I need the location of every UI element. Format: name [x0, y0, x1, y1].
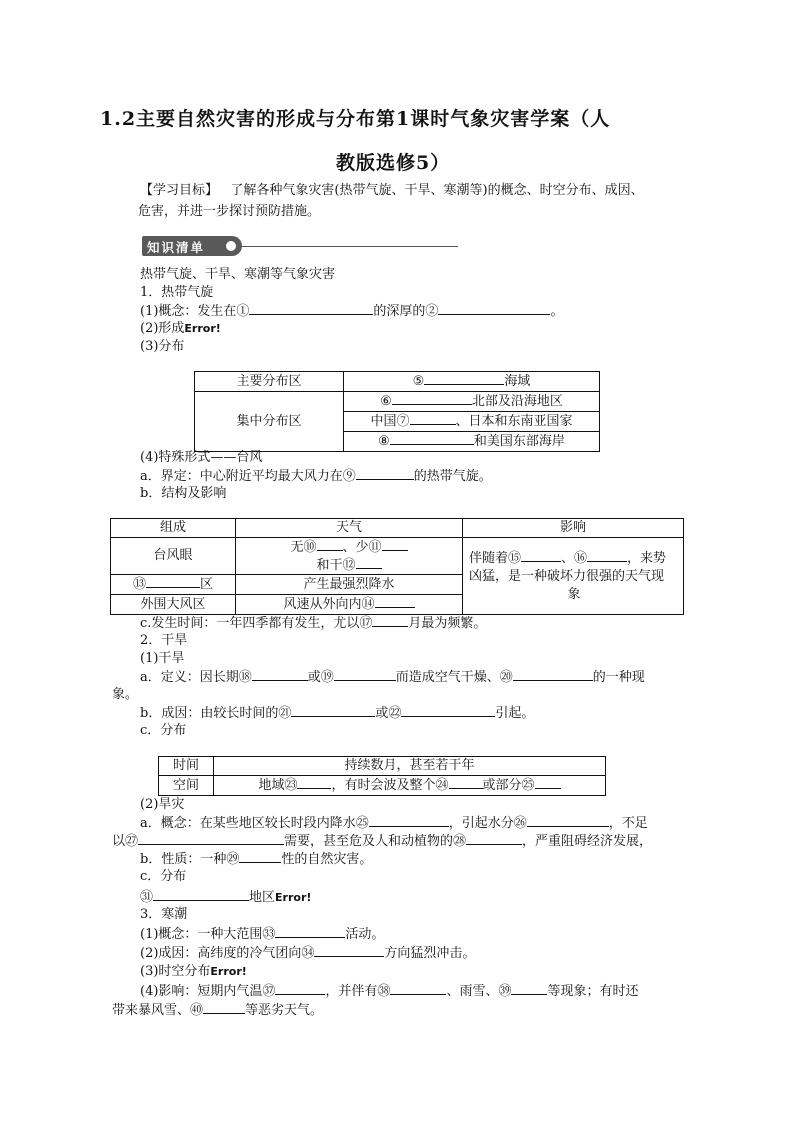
drought-distribution: c．分布 — [140, 723, 187, 738]
typhoon-definition: a．界定：中心附近平均最大风力在⑨ 的热带气旋。 — [140, 469, 492, 484]
typhoon-structure: b．结构及影响 — [140, 486, 227, 501]
heading-drought: 2．干旱 — [140, 633, 188, 648]
cold-wave-distribution: (3)时空分布Error! — [140, 964, 247, 979]
section-divider — [242, 246, 458, 247]
drought-subheading: (1)干旱 — [140, 651, 185, 666]
drought-disaster-heading: (2)旱灾 — [140, 797, 185, 812]
cold-wave-cause: (2)成因：高纬度的冷气团向㉞ 方向猛烈冲击。 — [140, 946, 476, 961]
disaster-distribution: c．分布 — [140, 869, 187, 884]
section-tag: 知识清单 — [142, 236, 242, 256]
cyclone-distribution: (3)分布 — [140, 339, 185, 354]
drought-definition-cont: 象。 — [112, 687, 139, 702]
heading-cold-wave: 3．寒潮 — [140, 907, 188, 922]
bullet-icon — [226, 241, 236, 251]
drought-cause: b．成因：由较长时间的㉑ 或㉒ 引起。 — [140, 706, 535, 721]
disaster-concept-cont: 以㉗ 需要，甚至危及人和动植物的㉘ ，严重阻碍经济发展， — [112, 834, 653, 849]
objective-text: 了解各种气象灾害(热带气旋、干旱、寒潮等)的概念、时空分布、成因、 — [230, 183, 644, 198]
cold-wave-concept: (1)概念：一种大范围㉝ 活动。 — [140, 927, 385, 942]
drought-definition: a．定义：因长期⑱ 或⑲ 而造成空气干燥、⑳ 的一种现 — [140, 670, 645, 685]
disaster-nature: b．性质：一种㉙ 性的自然灾害。 — [140, 852, 373, 867]
distribution-table: 主要分布区 ⑤ 海域 集中分布区 ⑥ 北部及沿海地区 中国⑦ 、日本和东南亚国家 ⑧ 和美国东部海岸 — [194, 371, 600, 452]
cyclone-concept: (1)概念：发生在① 的深厚的② 。 — [140, 304, 564, 319]
objective-text-cont: 危害，并进一步探讨预防措施。 — [138, 204, 321, 219]
intro-line: 热带气旋、干旱、寒潮等气象灾害 — [140, 267, 336, 282]
cold-wave-impact: (4)影响：短期内气温㊲ ，并伴有㊳ 、雨雪、㊴ 等现象；有时还 — [140, 984, 639, 999]
typhoon-structure-table: 组成 天气 影响 台风眼 无⑩ 、少⑪ 和干⑫ 伴随着⑮ 、⑯ ，来势 凶猛，是一种破坏力很强的天气现 象 ⑬ 区 产生最强烈降水 外围大风区 风速从外向内⑭ — [110, 518, 684, 615]
cyclone-formation: (2)形成Error! — [140, 321, 221, 336]
typhoon-heading: (4)特殊形式——台风 — [140, 450, 263, 465]
heading-tropical-cyclone: 1．热带气旋 — [140, 285, 214, 300]
disaster-concept: a．概念：在某些地区较长时段内降水㉕ ，引起水分㉖ ，不足 — [140, 816, 648, 831]
occurrence-time: c.发生时间：一年四季都有发生，尤以⑰ 月最为频繁。 — [140, 616, 487, 631]
objective-label: 【学习目标】 — [140, 183, 219, 198]
drought-table: 时间 持续数月，甚至若干年 空间 地域㉓ ，有时会波及整个㉔ 或部分㉕ — [158, 756, 606, 796]
cold-wave-impact-cont: 带来暴风雪、㊵ 等恶劣天气。 — [112, 1003, 324, 1018]
document-title-continued: 教版选修5） — [336, 152, 451, 174]
document-title: 1.2主要自然灾害的形成与分布第1课时气象灾害学案（人 — [100, 108, 611, 130]
disaster-distribution-detail: ㉛ 地区Error! — [140, 890, 312, 905]
learning-objective — [140, 180, 700, 222]
